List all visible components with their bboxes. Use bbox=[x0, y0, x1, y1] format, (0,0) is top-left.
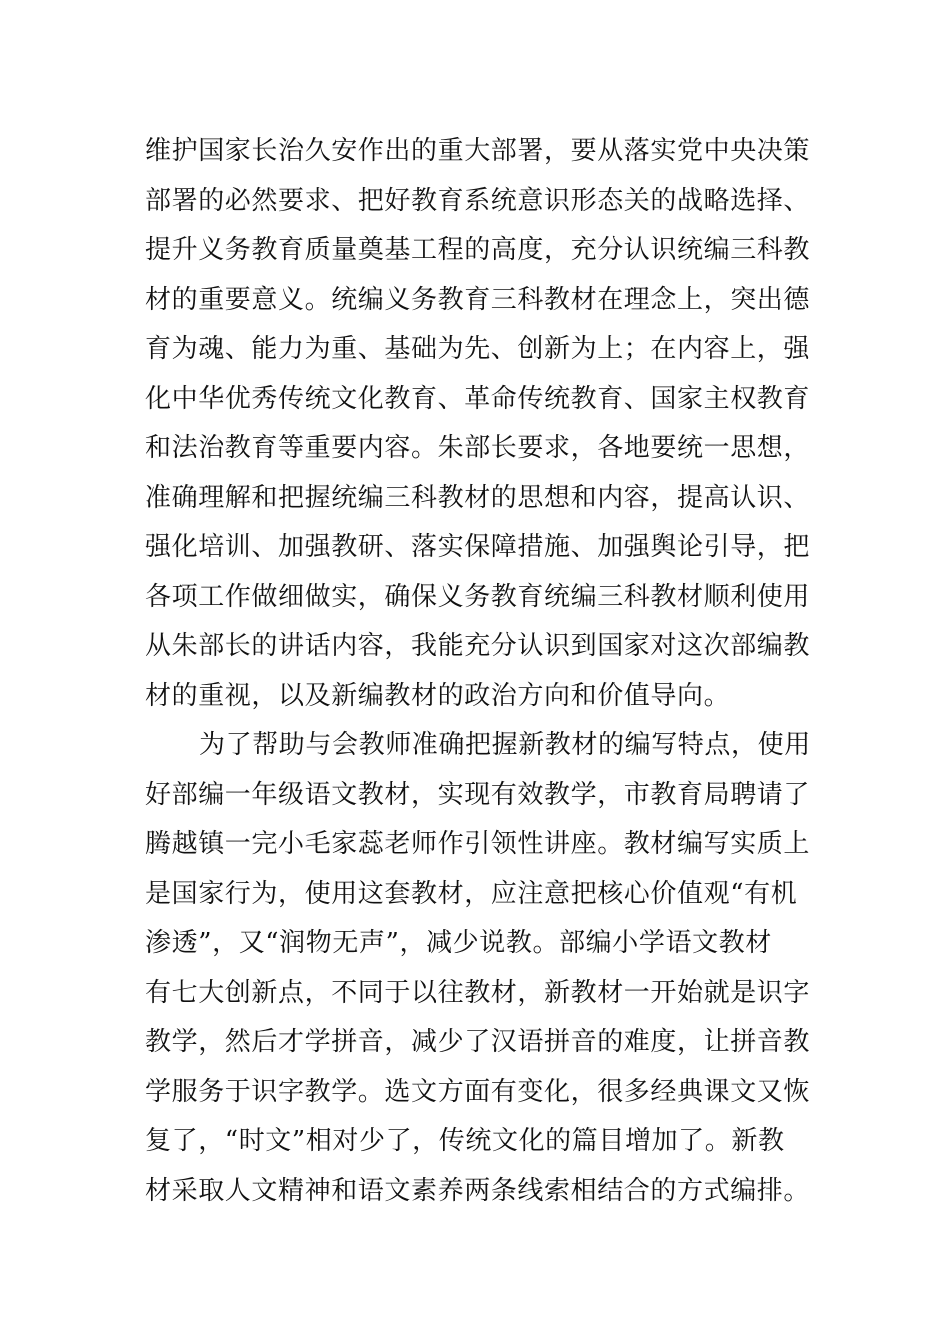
text-line: 材采取人文精神和语文素养两条线索相结合的方式编排。 bbox=[145, 1175, 811, 1206]
text-line: 腾越镇一完小毛家蕊老师作引领性讲座。教材编写实质上 bbox=[145, 829, 811, 859]
text-line: 复了，“时文”相对少了，传统文化的篇目增加了。新教 bbox=[145, 1126, 785, 1156]
text-line: 材的重要意义。统编义务教育三科教材在理念上，突出德 bbox=[145, 284, 811, 315]
paragraph-first-line: 为了帮助与会教师准确把握新教材的编写特点，使用 bbox=[199, 730, 811, 760]
text-line: 学服务于识字教学。选文方面有变化，很多经典课文又恢 bbox=[145, 1076, 811, 1107]
text-line: 从朱部长的讲话内容，我能充分认识到国家对这次部编教 bbox=[145, 631, 811, 661]
text-line: 和法治教育等重要内容。朱部长要求，各地要统一思想， bbox=[145, 433, 811, 463]
text-line: 材的重视，以及新编教材的政治方向和价值导向。 bbox=[145, 680, 731, 711]
text-line: 育为魂、能力为重、基础为先、创新为上；在内容上，强 bbox=[145, 334, 811, 364]
text-line: 维护国家长治久安作出的重大部署，要从落实党中央决策 bbox=[145, 136, 811, 166]
body-text bbox=[145, 127, 815, 1216]
text-line: 化中华优秀传统文化教育、革命传统教育、国家主权教育 bbox=[145, 383, 811, 414]
text-line: 提升义务教育质量奠基工程的高度，充分认识统编三科教 bbox=[145, 235, 811, 265]
text-line: 有七大创新点，不同于以往教材，新教材一开始就是识字 bbox=[145, 977, 811, 1008]
text-line: 是国家行为，使用这套教材，应注意把核心价值观“有机 bbox=[145, 878, 798, 909]
text-line: 部署的必然要求、把好教育系统意识形态关的战略选择、 bbox=[145, 185, 811, 216]
text-line: 教学，然后才学拼音，减少了汉语拼音的难度，让拼音教 bbox=[145, 1027, 811, 1057]
text-line: 渗透”，又“润物无声”，减少说教。部编小学语文教材 bbox=[145, 928, 772, 958]
text-line: 好部编一年级语文教材，实现有效教学，市教育局聘请了 bbox=[145, 779, 811, 810]
text-line: 准确理解和把握统编三科教材的思想和内容，提高认识、 bbox=[145, 482, 811, 513]
text-line: 各项工作做细做实，确保义务教育统编三科教材顺利使用 bbox=[145, 581, 811, 612]
text-line: 强化培训、加强教研、落实保障措施、加强舆论引导，把 bbox=[145, 532, 811, 562]
